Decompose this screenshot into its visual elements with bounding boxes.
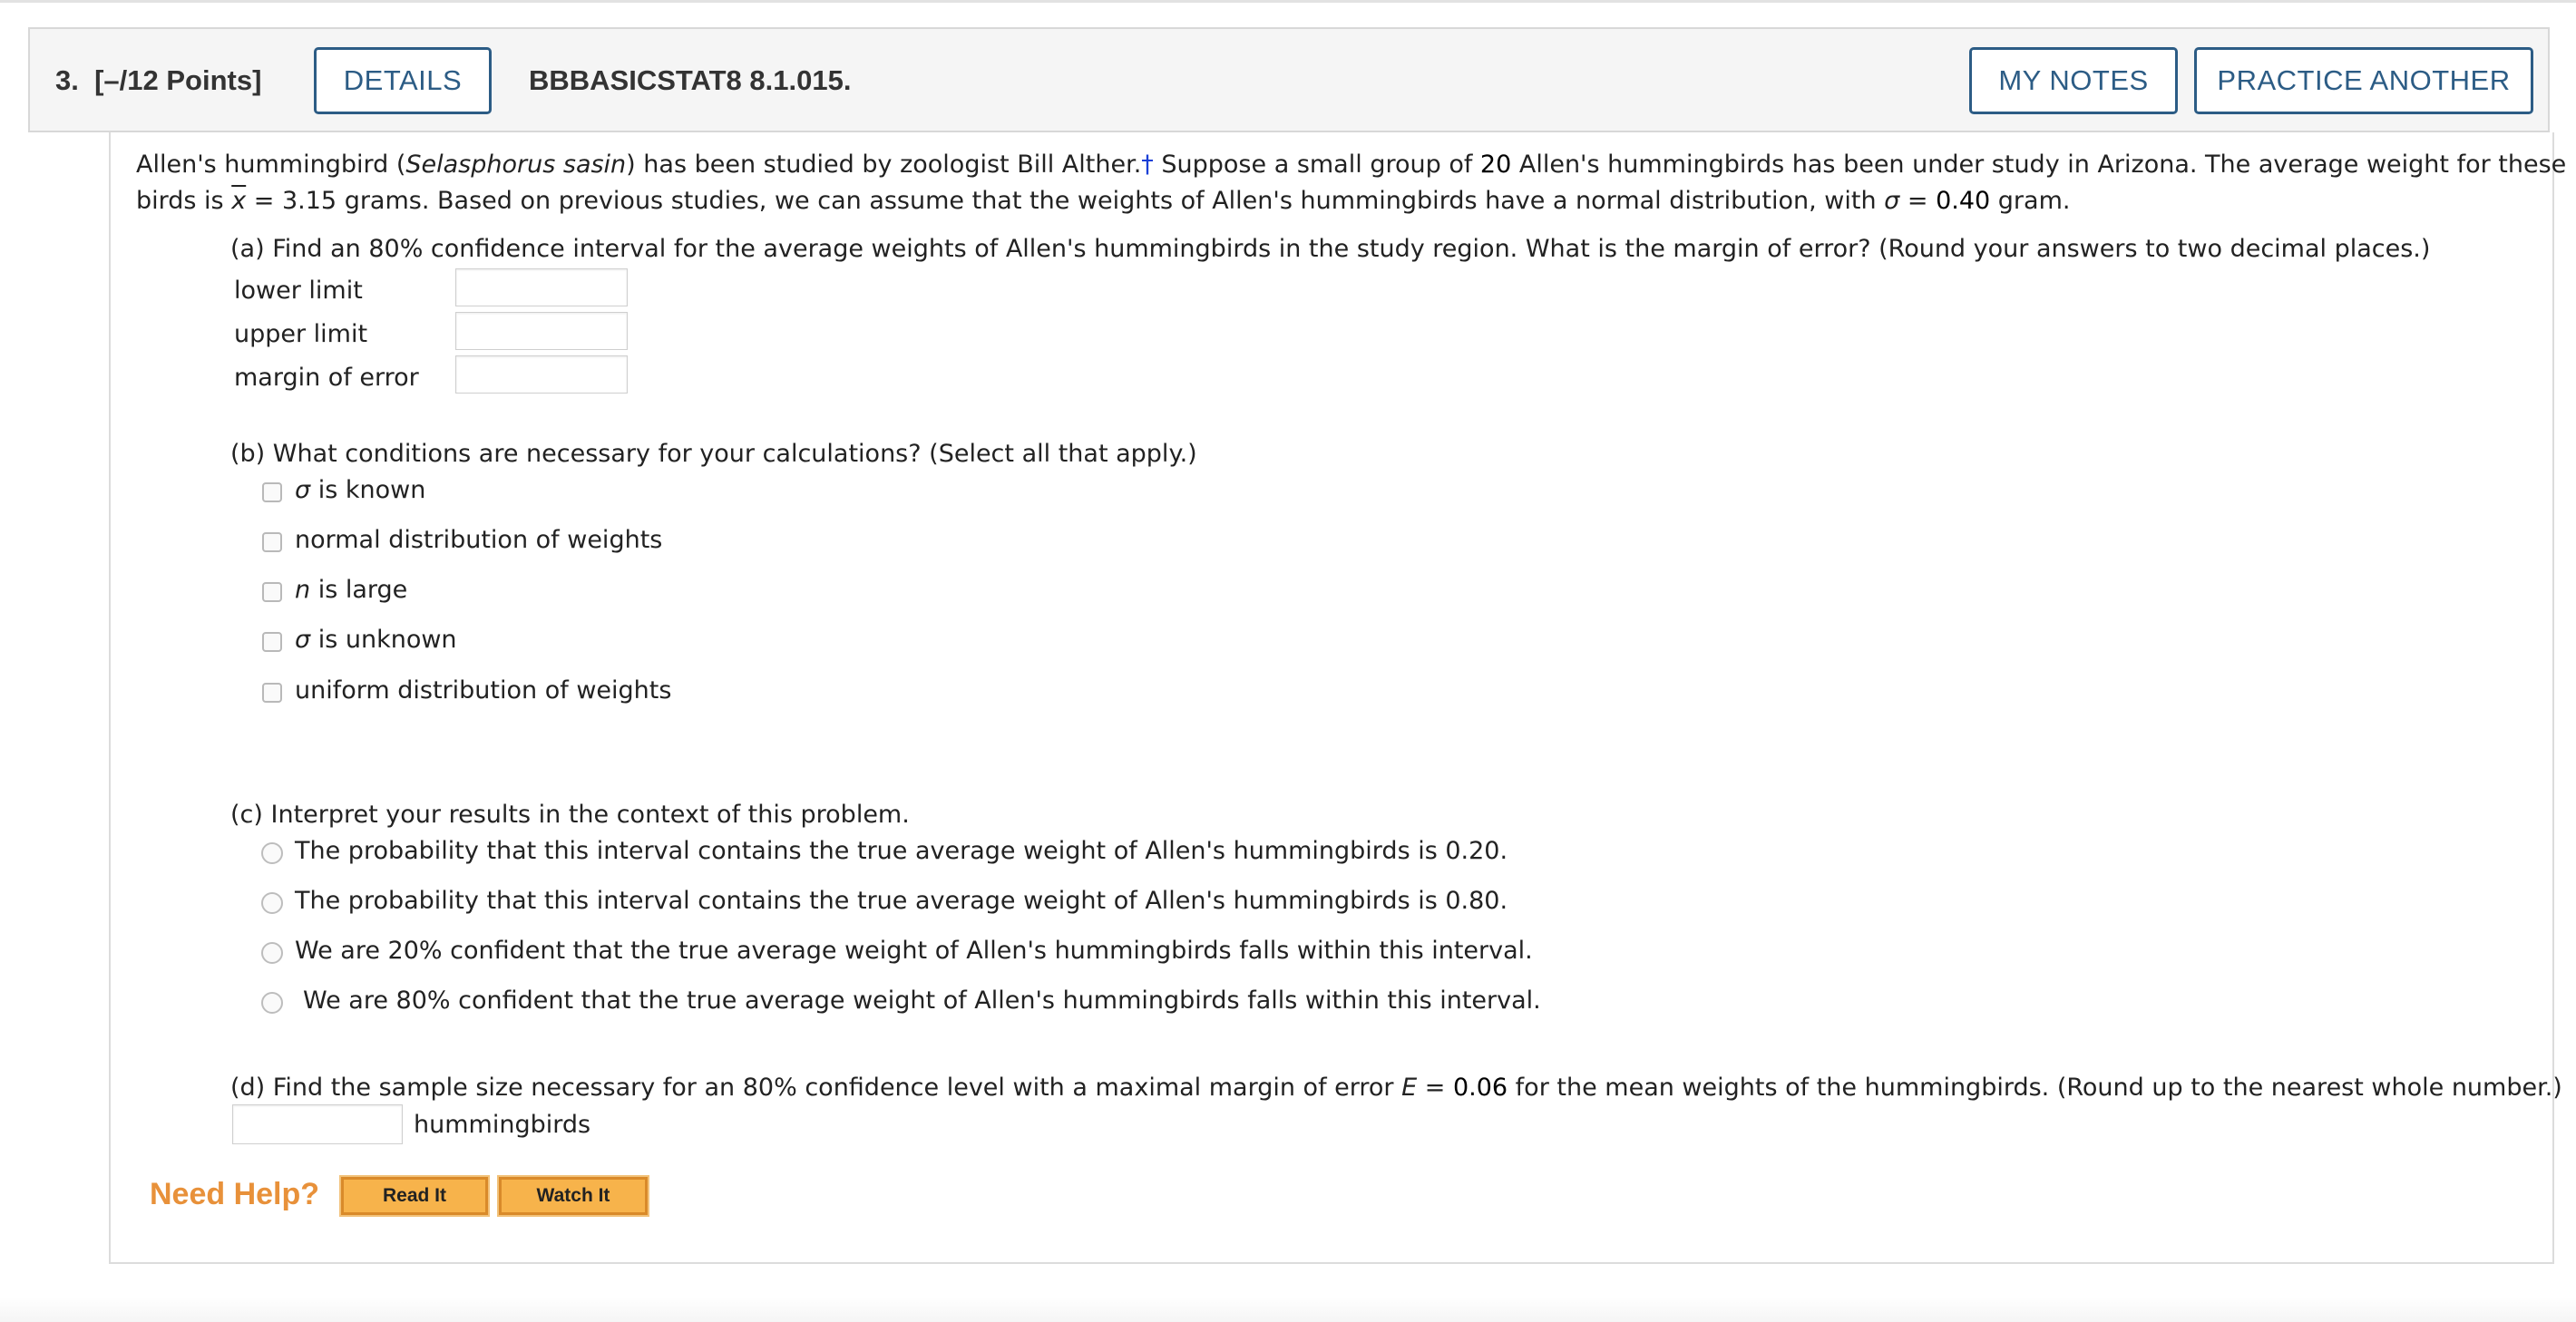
- prompt-text: =: [1417, 1074, 1453, 1102]
- sample-size-input[interactable]: [232, 1104, 403, 1144]
- checkbox-uniform-distribution[interactable]: [262, 683, 282, 703]
- watch-it-button[interactable]: Watch It: [499, 1177, 648, 1215]
- part-a-prompt: (a) Find an 80% confidence interval for the average weights of Allen's hummingbirds in the study region. What is the margin of error? (Round your answers to two decimal places.): [230, 235, 2431, 263]
- option-confident-80: We are 80% confident that the true average weight of Allen's hummingbirds falls within this interval.: [303, 987, 1541, 1015]
- checkbox-sigma-known[interactable]: [262, 482, 282, 502]
- option-text: is large: [310, 576, 408, 604]
- n-symbol: n: [295, 576, 311, 604]
- option-text: is known: [310, 476, 426, 504]
- radio-confident-20[interactable]: [261, 942, 283, 964]
- margin-of-error-input[interactable]: [455, 355, 628, 394]
- my-notes-button[interactable]: MY NOTES: [1969, 47, 2178, 114]
- intro-text: Allen's hummingbird (: [136, 151, 406, 179]
- option-sigma-known: [295, 476, 425, 504]
- sigma-value: 0.40: [1936, 187, 1991, 215]
- lower-limit-label: lower limit: [234, 277, 363, 305]
- intro-text: ) has been studied by zoologist Bill Alther.: [626, 151, 1142, 179]
- radio-probability-020[interactable]: [261, 842, 283, 864]
- option-sigma-unknown: [295, 626, 457, 654]
- question-points: [–/12 Points]: [94, 64, 262, 96]
- read-it-button[interactable]: Read It: [341, 1177, 488, 1215]
- sigma-symbol: σ: [295, 476, 311, 504]
- checkbox-n-large[interactable]: [262, 582, 282, 602]
- xbar-symbol: $\overline{x}$: [231, 187, 247, 215]
- sample-size-unit: hummingbirds: [414, 1111, 591, 1139]
- option-text: is unknown: [310, 626, 457, 654]
- part-c-prompt: (c) Interpret your results in the context of this problem.: [230, 801, 910, 829]
- radio-probability-080[interactable]: [261, 892, 283, 914]
- part-d-prompt: [230, 1074, 2562, 1102]
- top-divider: [0, 0, 2576, 3]
- sigma-symbol: σ: [1884, 187, 1900, 215]
- intro-text: Suppose a small group of: [1153, 151, 1480, 179]
- problem-code: BBBASICSTAT8 8.1.015.: [529, 64, 852, 96]
- practice-another-button[interactable]: PRACTICE ANOTHER: [2194, 47, 2533, 114]
- option-normal-distribution: normal distribution of weights: [295, 526, 663, 554]
- intro-text: =: [1899, 187, 1937, 215]
- question-number: 3.: [55, 64, 79, 96]
- option-confident-20: We are 20% confident that the true average weight of Allen's hummingbirds falls within this interval.: [295, 937, 1533, 965]
- e-symbol: E: [1401, 1074, 1418, 1102]
- question-header: [28, 27, 2550, 132]
- details-button[interactable]: DETAILS: [314, 47, 492, 114]
- option-probability-020: The probability that this interval contains the true average weight of Allen's hummingbirds is 0.20.: [295, 837, 1508, 865]
- prompt-text: for the mean weights of the hummingbirds. (Round up to the nearest whole number.): [1508, 1074, 2562, 1102]
- sample-size-value: 20: [1479, 151, 1512, 179]
- option-probability-080: The probability that this interval contains the true average weight of Allen's hummingbirds is 0.80.: [295, 887, 1508, 915]
- margin-of-error-label: margin of error: [234, 364, 419, 392]
- intro-text: birds is: [136, 187, 232, 215]
- intro-text: = 3.15 grams. Based on previous studies, we can assume that the weights of Allen's hummingbirds have a normal distribution, with: [246, 187, 1885, 215]
- question-number-points: [55, 64, 261, 97]
- species-name: Selasphorus sasin: [405, 151, 627, 179]
- footnote-link[interactable]: †: [1141, 151, 1154, 179]
- intro-line-2: [136, 187, 2070, 215]
- intro-text: Allen's hummingbirds has been under study in Arizona. The average weight for these: [1511, 151, 2567, 179]
- intro-line-1: [136, 151, 2566, 179]
- option-n-large: [295, 576, 407, 604]
- prompt-text: (d) Find the sample size necessary for an 80% confidence level with a maximal margin of error: [230, 1074, 1402, 1102]
- need-help-label: Need Help?: [150, 1177, 320, 1211]
- checkbox-normal-distribution[interactable]: [262, 532, 282, 552]
- sigma-symbol: σ: [295, 626, 311, 654]
- lower-limit-input[interactable]: [455, 268, 628, 306]
- upper-limit-input[interactable]: [455, 312, 628, 350]
- page-footer-shade: [0, 1297, 2576, 1322]
- upper-limit-label: upper limit: [234, 320, 368, 348]
- radio-confident-80[interactable]: [261, 992, 283, 1014]
- e-value: 0.06: [1452, 1074, 1508, 1102]
- option-uniform-distribution: uniform distribution of weights: [295, 676, 672, 705]
- part-b-prompt: (b) What conditions are necessary for your calculations? (Select all that apply.): [230, 440, 1197, 468]
- checkbox-sigma-unknown[interactable]: [262, 632, 282, 652]
- intro-text: gram.: [1990, 187, 2071, 215]
